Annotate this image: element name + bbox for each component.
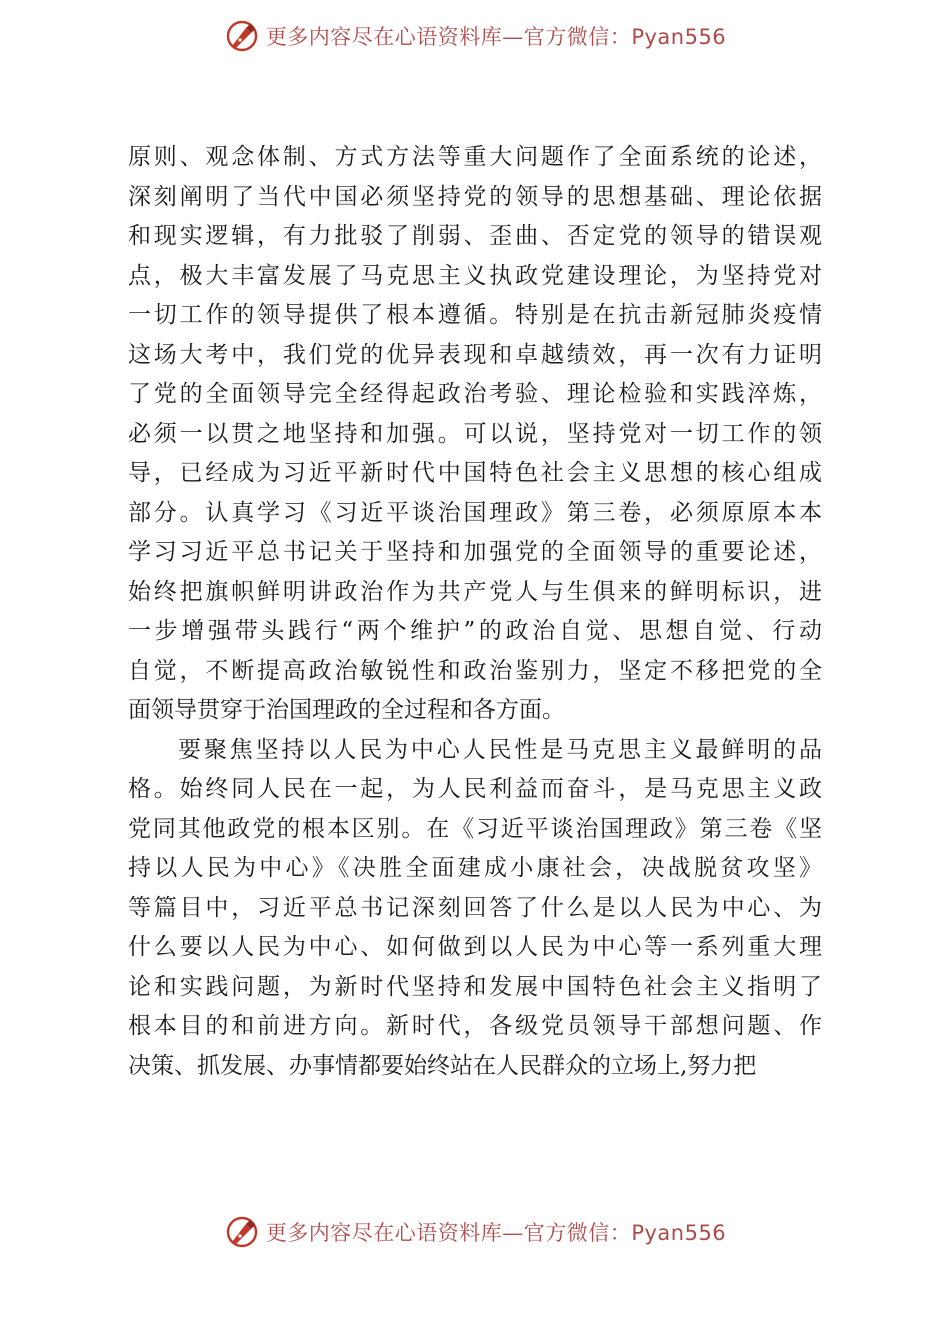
body-line: 原则、观念体制、方式方法等重大问题作了全面系统的论述，: [128, 144, 822, 170]
body-line: 什么要以人民为中心、如何做到以人民为中心等一系列重大理: [128, 934, 822, 960]
footer-wechat-handle: Pyan556: [631, 1221, 727, 1245]
body-line: 决策、抓发展、办事情都要始终站在人民群众的立场上,努力把: [128, 1052, 757, 1079]
paragraph-start-line: 要聚焦坚持以人民为中心人民性是马克思主义最鲜明的品: [178, 736, 822, 763]
body-line: 党同其他政党的根本区别。在《习近平谈治国理政》第三卷《坚: [128, 815, 822, 842]
body-line: 导，已经成为习近平新时代中国特色社会主义思想的核心组成: [128, 460, 822, 486]
footer-banner: [0, 1210, 950, 1254]
pen-nib-logo-icon: [224, 18, 260, 54]
body-line: 等篇目中，习近平总书记深刻回答了什么是以人民为中心、为: [128, 894, 822, 921]
body-line: 根本目的和前进方向。新时代，各级党员领导干部想问题、作: [128, 1013, 822, 1039]
body-line: 一步增强带头践行“两个维护”的政治自觉、思想自觉、行动: [128, 618, 822, 644]
footer-banner-text: 更多内容尽在心语资料库—官方微信：Pyan556: [265, 1221, 727, 1245]
paragraph-end-line: 面领导贯穿于治国理政的全过程和各方面。: [128, 697, 565, 723]
body-line: 了党的全面领导完全经得起政治考验、理论检验和实践淬炼，: [128, 381, 822, 407]
header-wechat-handle: Pyan556: [631, 25, 727, 49]
body-line: 论和实践问题，为新时代坚持和发展中国特色社会主义指明了: [128, 973, 822, 1000]
body-line: 一切工作的领导提供了根本遵循。特别是在抗击新冠肺炎疫情: [128, 302, 822, 328]
body-line: 部分。认真学习《习近平谈治国理政》第三卷，必须原原本本: [128, 499, 822, 526]
body-line: 深刻阐明了当代中国必须坚持党的领导的思想基础、理论依据: [128, 183, 822, 210]
body-line: 点，极大丰富发展了马克思主义执政党建设理论，为坚持党对: [128, 262, 822, 289]
body-line: 持以人民为中心》《决胜全面建成小康社会，决战脱贫攻坚》: [128, 855, 822, 881]
body-line: 始终把旗帜鲜明讲政治作为共产党人与生俱来的鲜明标识，进: [128, 578, 822, 605]
header-banner-text: 更多内容尽在心语资料库—官方微信：Pyan556: [265, 25, 727, 49]
pen-nib-logo-icon: [224, 1214, 260, 1250]
document-body: [128, 138, 822, 1086]
body-line: 和现实逻辑，有力批驳了削弱、歪曲、否定党的领导的错误观: [128, 223, 822, 249]
body-line: 格。始终同人民在一起，为人民利益而奋斗，是马克思主义政: [128, 776, 822, 802]
body-line: 这场大考中，我们党的优异表现和卓越绩效，再一次有力证明: [128, 341, 822, 368]
body-line: 自觉，不断提高政治敏锐性和政治鉴别力，坚定不移把党的全: [128, 657, 822, 684]
body-line: 学习习近平总书记关于坚持和加强党的全面领导的重要论述，: [128, 539, 822, 565]
header-banner: [0, 14, 950, 58]
body-line: 必须一以贯之地坚持和加强。可以说，坚持党对一切工作的领: [128, 420, 822, 447]
